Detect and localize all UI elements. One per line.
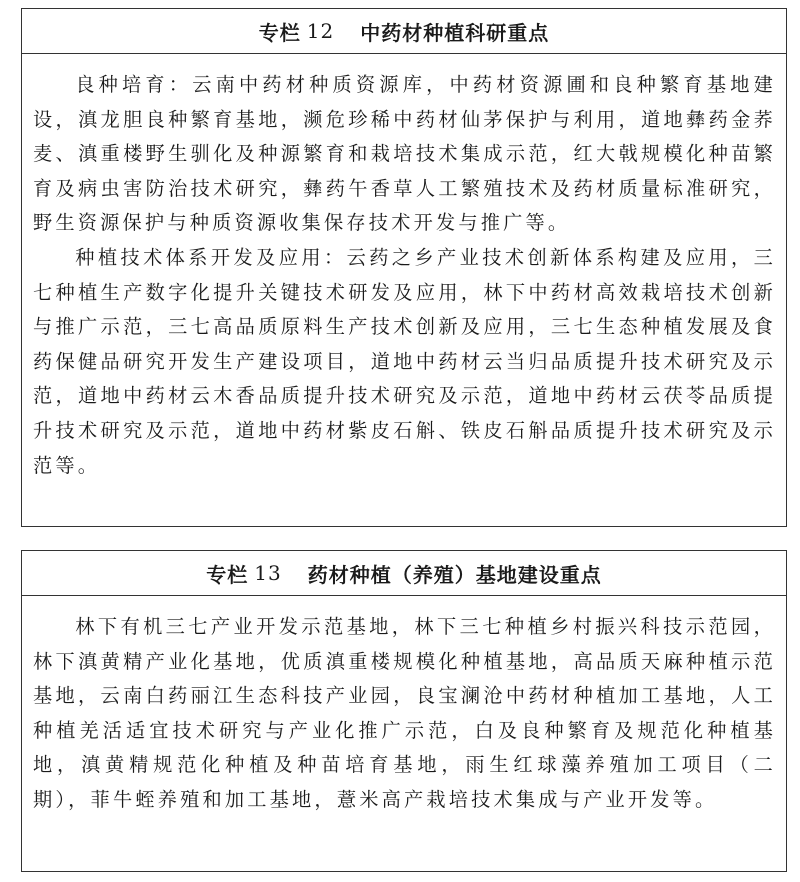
paragraph-planting-tech: 种植技术体系开发及应用：云药之乡产业技术创新体系构建及应用，三七种植生产数字化提升关键技术研发及应用，林下中药材高效栽培技术创新与推广示范，三七高品质原料生产技术创新及应用，三七生态种植发展及食药保健品研究开发生产建设项目，道地中药材云当归品质提升技术研究及示范，道地中药材云木香品质提升技术研究及示范，道地中药材云茯苓品质提升技术研究及示范，道地中药材紫皮石斛、铁皮石斛品质提升技术研究及示范等。: [33, 245, 776, 477]
column-title-bar: [22, 9, 786, 54]
paragraph-bases: 林下有机三七产业开发示范基地，林下三七种植乡村振兴科技示范园，林下滇黄精产业化基地，优质滇重楼规模化种植基地，高品质天麻种植示范基地，云南白药丽江生态科技产业园，良宝澜沧中药材种植加工基地，人工种植羌活适宜技术研究与产业化推广示范，白及良种繁育及规范化种植基地，滇黄精规范化种植及种苗培育基地，雨生红球藻养殖加工项目（二期），菲牛蛭养殖和加工基地，薏米高产栽培技术集成与产业开发等。: [33, 615, 776, 811]
column-label: 专栏: [258, 20, 301, 45]
column-number: 12: [306, 19, 335, 43]
column-title: 中药材种植科研重点: [360, 20, 550, 45]
column-label: 专栏: [206, 562, 249, 587]
column-body: [22, 54, 786, 483]
column-box-12: [21, 8, 787, 527]
column-number: 13: [254, 561, 282, 585]
column-title-bar: [22, 551, 786, 596]
column-title: 药材种植（养殖）基地建设重点: [307, 562, 602, 587]
column-box-13: [21, 550, 787, 872]
column-body: [22, 596, 786, 818]
paragraph-breeding: 良种培育：云南中药材种质资源库，中药材资源圃和良种繁育基地建设，滇龙胆良种繁育基地，濒危珍稀中药材仙茅保护与利用，道地彝药金荞麦、滇重楼野生驯化及种源繁育和栽培技术集成示范，红大戟规模化种苗繁育及病虫害防治技术研究，彝药午香草人工繁殖技术及药材质量标准研究，野生资源保护与种质资源收集保存技术开发与推广等。: [33, 73, 776, 235]
